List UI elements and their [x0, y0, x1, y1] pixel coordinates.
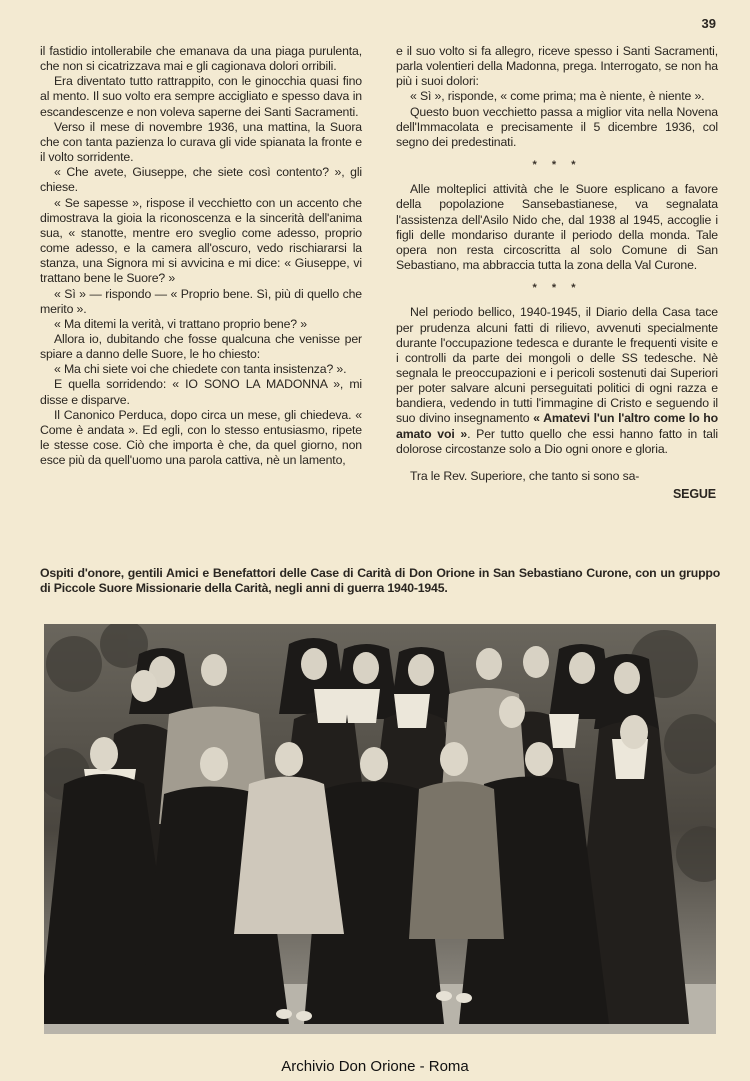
left-paragraph: Allora io, dubitando che fosse qualcuna che venisse per spiare a danno delle Suore, le ho chiesto:: [40, 331, 362, 362]
left-paragraph: « Sì » — rispondo — « Proprio bene. Sì, più di quello che merito ».: [40, 286, 362, 316]
left-paragraph: « Che avete, Giuseppe, che siete così contento? », gli chiese.: [40, 165, 362, 195]
paragraph-text: Nel periodo bellico, 1940-1945, il Diario della Casa tace per prudenza alcuni fatti di rilievo, avvenuti specialmente durante l'occupazione tedesca e durante le frequenti visite e i controlli da parte dei mongoli o delle SS tedesche. Nè segnala le preoccupazioni e i pericoli sostenuti dai Superiori per poter salvare alcuni perseguitati politici di ogni razza e bandiera, vedendo in tutti l'immagine di Cristo e seguendo il suo divino insegnamento: [396, 305, 718, 426]
section-separator: * * *: [532, 159, 582, 172]
right-paragraph: « Sì », risponde, « come prima; ma è niente, è niente ».: [410, 89, 705, 104]
right-paragraph: [396, 305, 718, 457]
left-paragraph: Verso il mese di novembre 1936, una mattina, la Suora che con tanta pazienza lo curava gli vide spianata la fronte e il volto sorridente.: [40, 119, 362, 165]
quote-emphasis: « Amatevi l'un l'altro come lo ho amato voi »: [396, 411, 718, 441]
right-paragraph: Tra le Rev. Superiore, che tanto si sono sa-: [410, 468, 640, 483]
left-paragraph: E quella sorridendo: « IO SONO LA MADONNA », mi disse e disparve.: [40, 377, 362, 407]
left-paragraph: Il Canonico Perduca, dopo circa un mese, gli chiedeva. « Come è andata ». Ed egli, con lo stesso entusiasmo, ripete le stesse cose. Ciò che importa è che, da quel giorno, non esce più da quell'uomo una parola cattiva, nè un lamento,: [40, 407, 362, 468]
left-paragraph: « Se sapesse », rispose il vecchietto con un accento che dimostrava la gioia la riconoscenza e la sincerità dell'anima sua, « stanotte, mentre ero sveglio come adesso, proprio come adesso, e la camera all'oscuro, vedo rischiararsi la stanza, una Signora mi si avvicina e mi dice: « Giuseppe, vi trattano bene le Suore? »: [40, 195, 362, 286]
left-column: [40, 44, 362, 468]
left-paragraph: « Ma chi siete voi che chiedete con tanta insistenza? ».: [54, 362, 347, 377]
right-paragraph: Alle molteplici attività che le Suore esplicano a favore della popolazione Sansebastianese, va segnalata l'assistenza dell'Asilo Nido che, dal 1938 al 1945, accoglie i figli delle mondariso durante il periodo della monda. Tale opera non resta circoscritta al solo Comune di San Sebastiano, ma abbraccia tutta la zona della Val Curone.: [396, 182, 718, 273]
group-photo: [44, 624, 716, 1034]
page-number: 39: [701, 16, 716, 31]
right-column: [396, 44, 718, 502]
right-paragraph: Questo buon vecchietto passa a miglior vita nella Novena dell'Immacolata e precisamente il 5 dicembre 1936, col segno dei predestinati.: [396, 104, 718, 149]
right-paragraph: e il suo volto si fa allegro, riceve spesso i Santi Sacramenti, parla volentieri della Madonna, prega. Interrogato, se non ha più i suoi dolori:: [396, 44, 718, 89]
photo-caption: Ospiti d'onore, gentili Amici e Benefattori delle Case di Carità di Don Orione in San Sebastiano Curone, con un gruppo di Piccole Suore Missionarie della Carità, negli anni di guerra 1940-1945.: [40, 566, 720, 595]
left-paragraph: il fastidio intollerabile che emanava da una piaga purulenta, che non si cicatrizzava mai e gli cagionava dolori orribili.: [40, 44, 362, 74]
section-separator: * * *: [532, 282, 582, 295]
archive-footer: Archivio Don Orione - Roma: [281, 1058, 469, 1075]
left-paragraph: « Ma ditemi la verità, vi trattano proprio bene? »: [54, 316, 307, 331]
continued-label: SEGUE: [672, 487, 716, 502]
paragraph-text: . Per tutto quello che essi hanno fatto in tali dolorose circostanze solo a Dio ogni onore e gloria.: [396, 426, 718, 456]
group-photo-illustration: [44, 624, 716, 1034]
left-paragraph: Era diventato tutto rattrappito, con le ginocchia quasi fino al mento. Il suo volto era sempre accigliato e spesso dava in escandescenze e non voleva saperne dei Santi Sacramenti.: [40, 74, 362, 119]
